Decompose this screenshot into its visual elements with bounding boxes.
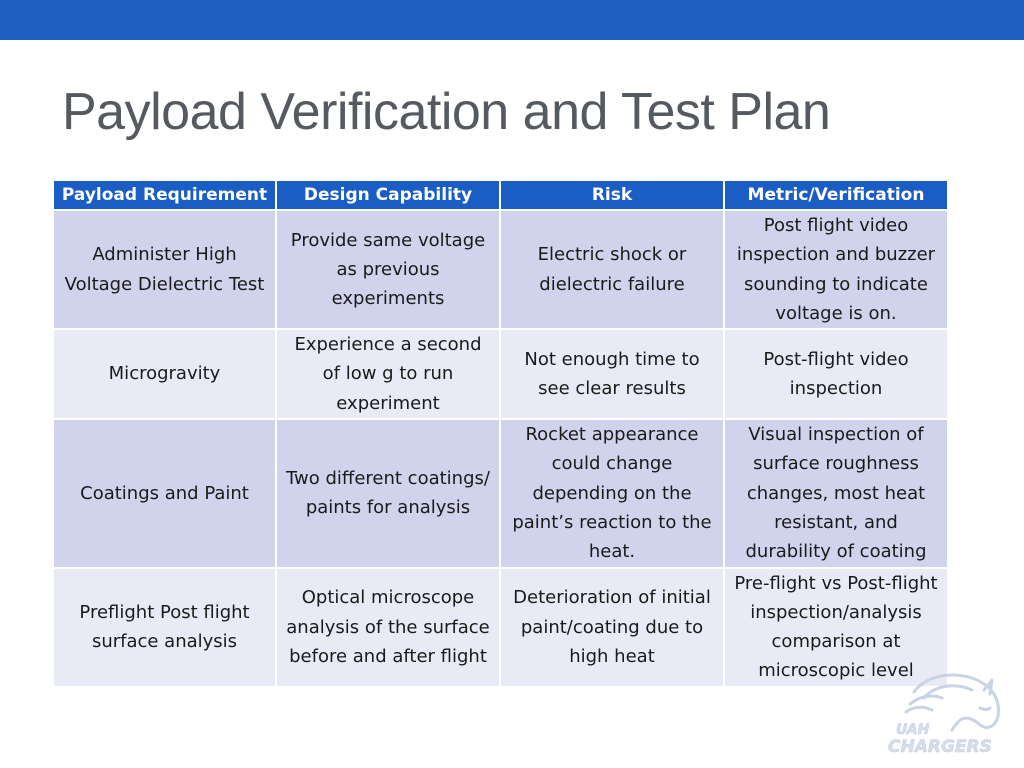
cell-capability: Optical microscope analysis of the surface before and after flight [276,568,500,687]
cell-risk: Electric shock or dielectric failure [500,210,724,329]
table-row [53,419,948,567]
slide-title: Payload Verification and Test Plan [62,83,831,141]
cell-risk: Deterioration of initial paint/coating due to high heat [500,568,724,687]
header-payload-requirement: Payload Requirement [53,180,276,210]
cell-requirement: Administer High Voltage Dielectric Test [53,210,276,329]
cell-risk: Not enough time to see clear results [500,329,724,419]
header-design-capability: Design Capability [276,180,500,210]
cell-verification: Pre-flight vs Post-flight inspection/analysis comparison at microscopic level [724,568,948,687]
cell-requirement: Coatings and Paint [53,419,276,567]
cell-risk: Rocket appearance could change depending on the paint’s reaction to the heat. [500,419,724,567]
header-risk: Risk [500,180,724,210]
logo-line2: CHARGERS [888,737,992,757]
table-header-row [53,180,948,210]
header-metric-verification: Metric/Verification [724,180,948,210]
table-row [53,329,948,419]
cell-requirement: Microgravity [53,329,276,419]
cell-requirement: Preflight Post flight surface analysis [53,568,276,687]
uah-chargers-logo [884,668,1008,762]
top-accent-bar [0,0,1024,40]
cell-capability: Two different coatings/ paints for analysis [276,419,500,567]
table-row [53,210,948,329]
verification-table [52,179,949,688]
cell-capability: Experience a second of low g to run experiment [276,329,500,419]
cell-verification: Post-flight video inspection [724,329,948,419]
cell-capability: Provide same voltage as previous experiments [276,210,500,329]
logo-line1: UAH [896,722,930,738]
cell-verification: Post flight video inspection and buzzer sounding to indicate voltage is on. [724,210,948,329]
cell-verification: Visual inspection of surface roughness changes, most heat resistant, and durability of coating [724,419,948,567]
table-row [53,568,948,687]
